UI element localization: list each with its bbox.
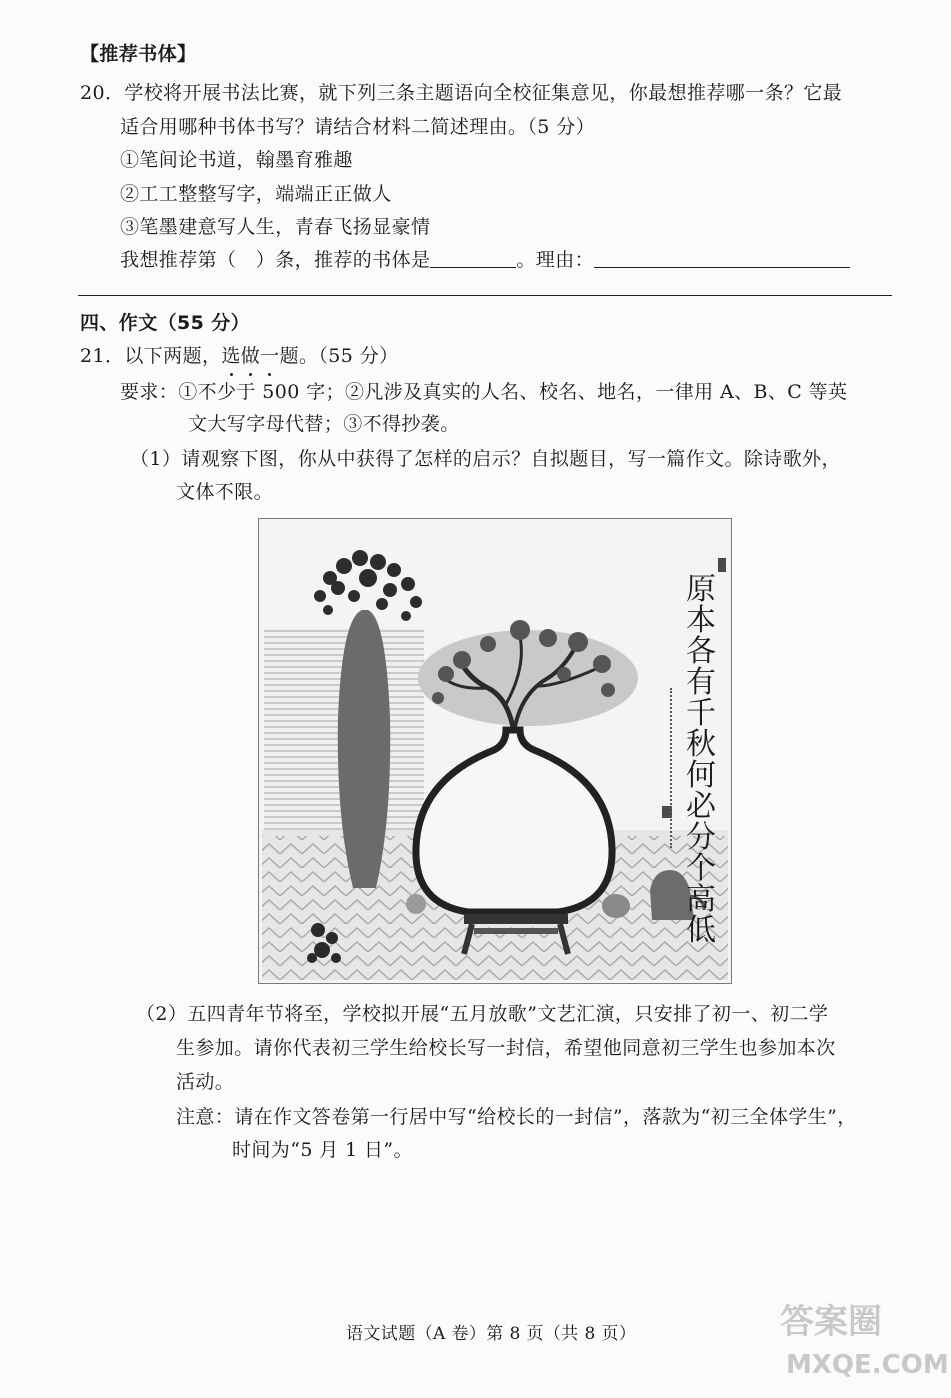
page-footer: 语文试题（A 卷）第 8 页（共 8 页） bbox=[346, 1324, 637, 1344]
emphasis-char: 选 bbox=[221, 342, 240, 370]
req-line1: 要求：①不少于 500 字；②凡涉及真实的人名、校名、地名，一律用 A、B、C 等英 bbox=[120, 381, 848, 403]
q21-line bbox=[80, 342, 399, 370]
q20-option-2: ②工工整整写字，端端正正做人 bbox=[120, 183, 392, 205]
reason-blank bbox=[594, 247, 850, 268]
emphasis-char: 做 bbox=[241, 342, 260, 370]
font-style-blank bbox=[430, 247, 516, 268]
emphasis-char: 一 bbox=[260, 342, 279, 370]
prompt2-line1: （2）五四青年节将至，学校拟开展“五月放歌”文艺汇演，只安排了初一、初二学 bbox=[136, 1003, 829, 1025]
ink-painting bbox=[258, 518, 732, 984]
answer-prefix: 我想推荐第（ ）条，推荐的书体是 bbox=[120, 249, 431, 271]
prompt1-line1: （1）请观察下图，你从中获得了怎样的启示？自拟题目，写一篇作文。除诗歌外， bbox=[130, 448, 841, 470]
prompt1-line2: 文体不限。 bbox=[176, 481, 274, 503]
section4-title: 四、作文（55 分） bbox=[80, 312, 251, 334]
q20-option-3: ③笔墨建意写人生，青春飞扬显豪情 bbox=[120, 216, 431, 238]
q21-prefix: 21．以下两题， bbox=[80, 345, 222, 367]
section-tag: 【推荐书体】 bbox=[80, 43, 197, 65]
note-line1: 注意：请在作文答卷第一行居中写“给校长的一封信”，落款为“初三全体学生”， bbox=[176, 1106, 857, 1128]
q20-answer-line bbox=[120, 246, 850, 274]
q20-line2: 适合用哪种书体书写？请结合材料二简述理由。（5 分） bbox=[120, 116, 596, 138]
painting-inscription: 原本各有千秋何必分个高低 bbox=[686, 572, 716, 948]
prompt2-line2: 生参加。请你代表初三学生给校长写一封信，希望他同意初三学生也参加本次 bbox=[176, 1037, 836, 1059]
q21-suffix: 题。（55 分） bbox=[279, 345, 399, 367]
painting-signature bbox=[670, 688, 686, 848]
req-line2: 文大写字母代替；③不得抄袭。 bbox=[188, 413, 460, 435]
watermark-top: 答案圈 bbox=[780, 1302, 882, 1342]
q20-option-1: ①笔间论书道，翰墨育雅趣 bbox=[120, 149, 353, 171]
note-line2: 时间为“5 月 1 日”。 bbox=[232, 1139, 413, 1161]
q20-line1: 20．学校将开展书法比赛，就下列三条主题语向全校征集意见，你最想推荐哪一条？它最 bbox=[80, 82, 843, 104]
watermark-bottom: MXQE.COM bbox=[786, 1350, 949, 1380]
reason-blank-line2 bbox=[78, 295, 892, 296]
answer-reason-label: 。理由： bbox=[516, 249, 595, 271]
prompt2-line3: 活动。 bbox=[176, 1071, 235, 1093]
painting-illustration bbox=[258, 518, 732, 984]
